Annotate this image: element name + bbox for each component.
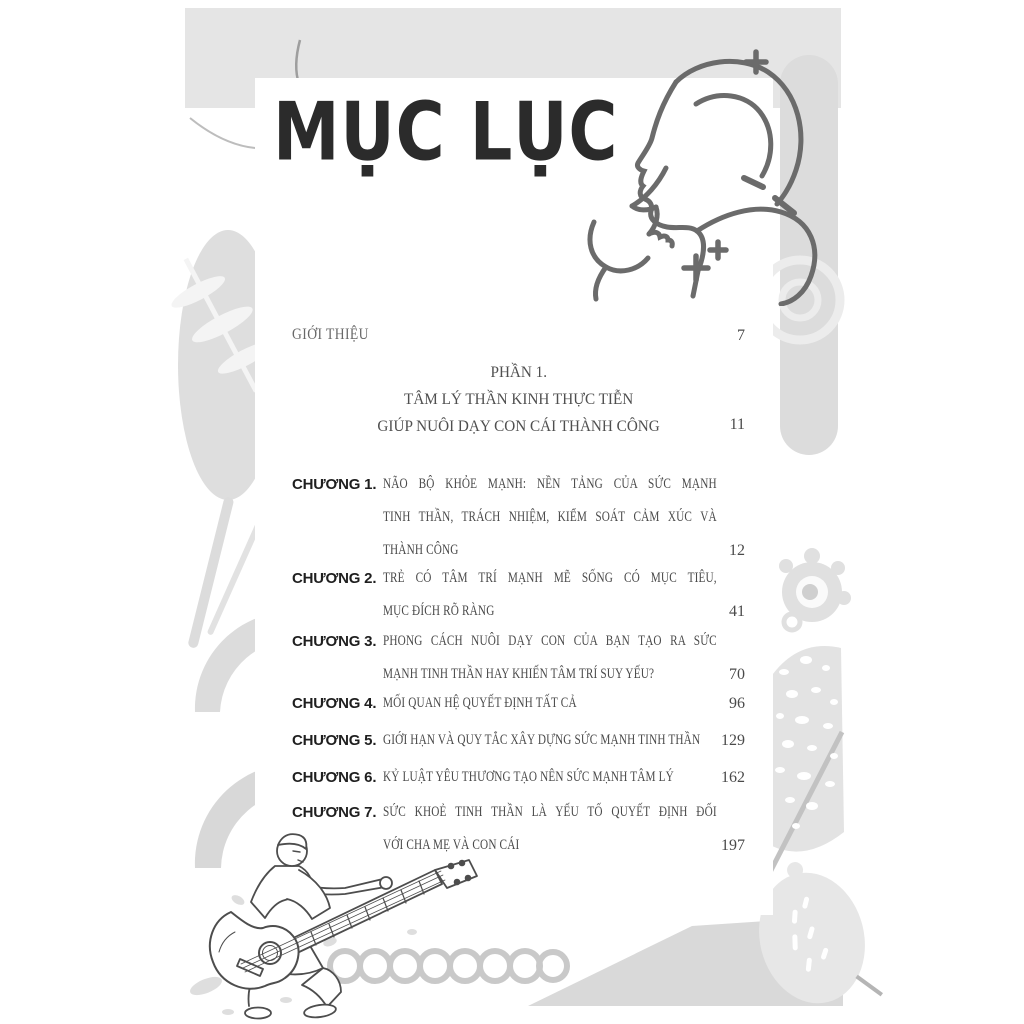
intro-label: GIỚI THIỆU — [292, 326, 369, 343]
chapter-page-number: 129 — [721, 732, 745, 749]
toc-part-heading — [292, 359, 745, 443]
chapter-label: CHƯƠNG 7. — [292, 804, 377, 821]
chapter-page-number: 96 — [729, 695, 745, 712]
part-page-number: 11 — [729, 416, 745, 433]
toc-entry-chapter — [292, 625, 745, 691]
chapter-page-number: 70 — [729, 666, 745, 683]
chapter-title: NÃO BỘ KHỎE MẠNH: NỀN TẢNG CỦA SỨC MẠNH TINH THẦN, TRÁCH NHIỆM, KIỂM SOÁT CẢM XÚC VÀ THÀNH CÔNG — [383, 476, 717, 558]
page-title: MỤC LỤC — [273, 84, 619, 179]
part-number-line: PHẦN 1. — [490, 364, 547, 381]
chapter-label: CHƯƠNG 5. — [292, 732, 377, 749]
chapter-title: SỨC KHOẺ TINH THẦN LÀ YẾU TỐ QUYẾT ĐỊNH ĐỐI VỚI CHA MẸ VÀ CON CÁI — [383, 804, 717, 853]
part-title-line-1: TÂM LÝ THẦN KINH THỰC TIỄN — [403, 391, 634, 408]
intro-page-number: 7 — [737, 327, 745, 344]
toc-entry-chapter — [292, 724, 745, 757]
part-title-line-2: GIÚP NUÔI DẠY CON CÁI THÀNH CÔNG — [377, 418, 660, 435]
toc-entry-chapter — [292, 796, 745, 862]
toc-entry-intro — [292, 326, 745, 359]
chapter-title: KỶ LUẬT YÊU THƯƠNG TẠO NÊN SỨC MẠNH TÂM LÝ — [383, 769, 674, 785]
flower-circle — [779, 548, 851, 630]
toc-entry-chapter — [292, 468, 745, 567]
chapter-page-number: 41 — [729, 603, 745, 620]
chapter-title: MỐI QUAN HỆ QUYẾT ĐỊNH TẤT CẢ — [383, 695, 577, 711]
chapter-page-number: 12 — [729, 542, 745, 559]
chapter-title: PHONG CÁCH NUÔI DẠY CON CỦA BẠN TẠO RA SỨC MẠNH TINH THẦN HAY KHIẾN TÂM TRÍ SUY YẾU? — [383, 633, 717, 682]
toc-entry-chapter — [292, 761, 745, 794]
toc-entry-chapter — [292, 562, 745, 628]
chapter-title: GIỚI HẠN VÀ QUY TẮC XÂY DỰNG SỨC MẠNH TINH THẦN — [383, 732, 701, 748]
chapter-page-number: 197 — [721, 837, 745, 854]
chapter-label: CHƯƠNG 6. — [292, 769, 377, 786]
right-blob — [780, 55, 838, 455]
chapter-title: TRẺ CÓ TÂM TRÍ MẠNH MẼ SỐNG CÓ MỤC TIÊU, MỤC ĐÍCH RÕ RÀNG — [383, 570, 717, 619]
toc-page — [255, 78, 773, 915]
chapter-page-number: 162 — [721, 769, 745, 786]
dotted-leaf — [765, 646, 844, 882]
chapter-label: CHƯƠNG 3. — [292, 633, 377, 650]
chapter-label: CHƯƠNG 4. — [292, 695, 377, 712]
toc-entry-chapter — [292, 687, 745, 720]
chapter-label: CHƯƠNG 1. — [292, 476, 377, 493]
coil-squiggle — [330, 951, 567, 981]
chapter-label: CHƯƠNG 2. — [292, 570, 377, 587]
